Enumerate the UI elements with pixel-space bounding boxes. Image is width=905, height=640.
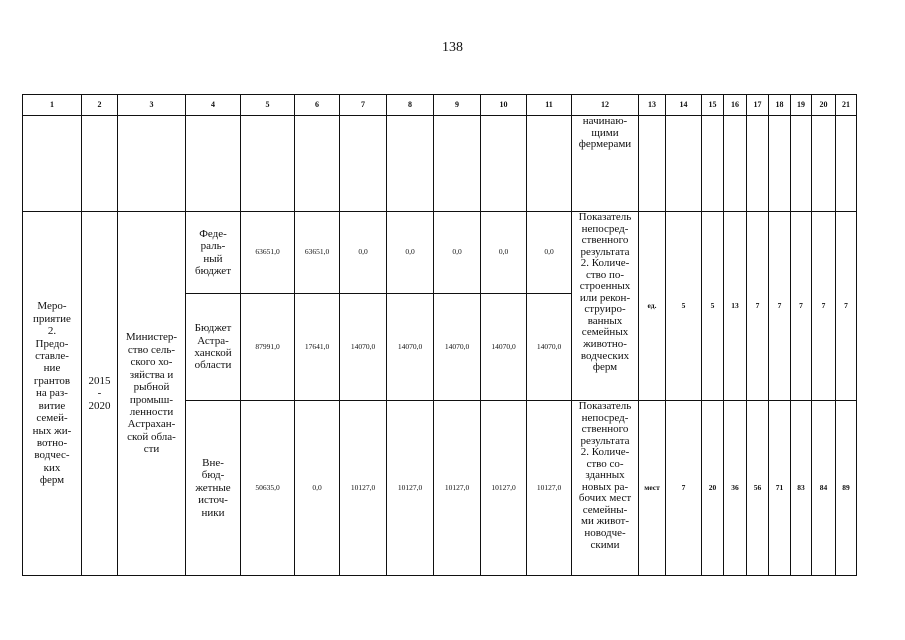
indicator-value: 20 [702, 401, 724, 576]
funding-value: 0,0 [527, 212, 572, 294]
page-number: 138 [442, 40, 463, 55]
col-header: 5 [241, 95, 295, 116]
funding-value: 14070,0 [481, 294, 527, 401]
col-header: 14 [666, 95, 702, 116]
funding-value: 0,0 [434, 212, 481, 294]
col-header: 21 [836, 95, 857, 116]
indicator-value: 7 [791, 212, 812, 401]
funding-value: 10127,0 [527, 401, 572, 576]
indicator-value: 7 [812, 212, 836, 401]
indicator-value: 83 [791, 401, 812, 576]
indicator-value: 13 [724, 212, 747, 401]
col-header: 6 [295, 95, 340, 116]
indicator-value: 7 [836, 212, 857, 401]
indicator-value: 36 [724, 401, 747, 576]
funding-row-federal [23, 212, 857, 294]
indicator-unit: ед. [639, 212, 666, 401]
indicator-value: 89 [836, 401, 857, 576]
funding-source: Бюджет Астра- ханской области [186, 294, 241, 401]
indicator-value: 56 [747, 401, 769, 576]
col-header: 9 [434, 95, 481, 116]
indicator-value: 5 [702, 212, 724, 401]
funding-value: 63651,0 [295, 212, 340, 294]
col-header: 12 [572, 95, 639, 116]
funding-value: 10127,0 [387, 401, 434, 576]
measure-period: 2015 - 2020 [82, 212, 118, 576]
continuation-row [23, 116, 857, 212]
funding-value: 0,0 [481, 212, 527, 294]
continuation-text: начинаю- щими фермерами [572, 116, 639, 212]
funding-value: 50635,0 [241, 401, 295, 576]
col-header: 2 [82, 95, 118, 116]
funding-value: 14070,0 [340, 294, 387, 401]
col-header: 8 [387, 95, 434, 116]
indicator-unit: мест [639, 401, 666, 576]
funding-value: 10127,0 [340, 401, 387, 576]
header-row [23, 95, 857, 116]
indicator-value: 7 [747, 212, 769, 401]
indicator-value: 7 [666, 401, 702, 576]
col-header: 19 [791, 95, 812, 116]
indicator-value: 84 [812, 401, 836, 576]
funding-value: 17641,0 [295, 294, 340, 401]
funding-value: 10127,0 [481, 401, 527, 576]
funding-value: 0,0 [340, 212, 387, 294]
funding-value: 14070,0 [527, 294, 572, 401]
col-header: 16 [724, 95, 747, 116]
col-header: 20 [812, 95, 836, 116]
funding-value: 14070,0 [434, 294, 481, 401]
indicator-text: Показатель непосред- ственного результата 2. Количе- ство по- строенных или рекон- струиро- ванных семейных животно- водческих ферм [572, 212, 639, 401]
indicator-value: 7 [769, 212, 791, 401]
col-header: 4 [186, 95, 241, 116]
col-header: 13 [639, 95, 666, 116]
col-header: 18 [769, 95, 791, 116]
funding-value: 10127,0 [434, 401, 481, 576]
funding-value: 14070,0 [387, 294, 434, 401]
col-header: 7 [340, 95, 387, 116]
col-header: 3 [118, 95, 186, 116]
funding-value: 0,0 [387, 212, 434, 294]
funding-source: Вне- бюд- жетные источ- ники [186, 401, 241, 576]
col-header: 17 [747, 95, 769, 116]
col-header: 1 [23, 95, 82, 116]
col-header: 10 [481, 95, 527, 116]
funding-value: 87991,0 [241, 294, 295, 401]
funding-source: Феде- раль- ный бюджет [186, 212, 241, 294]
measure-executor: Министер- ство сель- ского хо- зяйства и рыбной промыш- ленности Астрахан- ской обла- сти [118, 212, 186, 576]
indicator-value: 71 [769, 401, 791, 576]
col-header: 11 [527, 95, 572, 116]
funding-value: 0,0 [295, 401, 340, 576]
indicator-text: Показатель непосред- ственного результата 2. Количе- ство со- зданных новых ра- бочих мест семейны- ми живот- новодче- скими [572, 401, 639, 576]
measure-name: Меро- приятие 2. Предо- ставле- ние грантов на раз- витие семей- ных жи- вотно- водчес- ких ферм [23, 212, 82, 576]
program-table [22, 94, 857, 576]
funding-value: 63651,0 [241, 212, 295, 294]
col-header: 15 [702, 95, 724, 116]
indicator-value: 5 [666, 212, 702, 401]
